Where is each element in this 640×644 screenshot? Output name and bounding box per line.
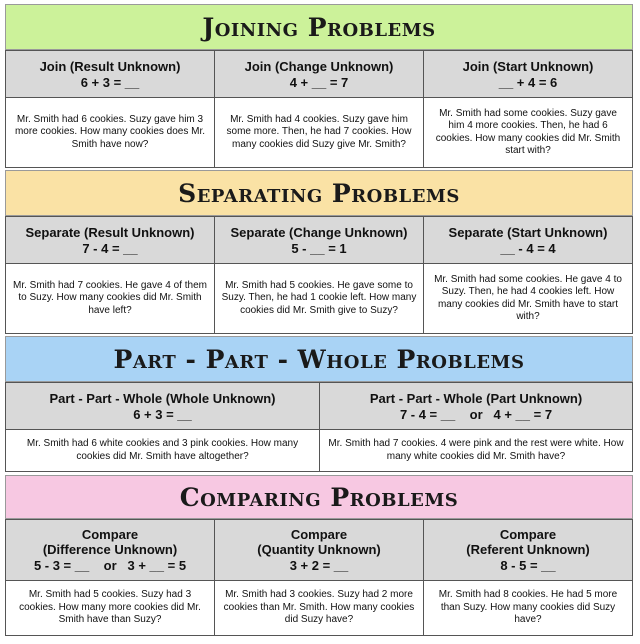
- comparing-header-row: [6, 520, 633, 581]
- column-label: Join (Start Unknown): [462, 58, 594, 74]
- part-whole-title: Part - Part - Whole Problems: [5, 336, 633, 382]
- part-whole-table: [5, 382, 633, 472]
- equation: 7 - 4 = __: [82, 240, 138, 256]
- story-text: Mr. Smith had some cookies. Suzy gave him 4 more cookies. Then, he had 6 cookies. How many cookies did Mr. Smith start with?: [435, 107, 621, 156]
- whole-unknown-story: [6, 430, 320, 472]
- equation: 5 - 3 = __ or 3 + __ = 5: [33, 558, 187, 573]
- column-label: Part - Part - Whole (Part Unknown): [369, 390, 583, 406]
- column-label: Join (Result Unknown): [39, 58, 181, 74]
- equation: __ - 4 = 4: [500, 240, 556, 256]
- joining-title: Joining Problems: [5, 4, 633, 50]
- story-text: Mr. Smith had 6 cookies. Suzy gave him 3 more cookies. How many cookies does Mr. Smith have now?: [14, 113, 206, 150]
- equation: 7 - 4 = __ or 4 + __ = 7: [399, 406, 553, 422]
- story-text: Mr. Smith had 5 cookies. Suzy had 3 cookies. How many more cookies did Mr. Smith have than Suzy?: [19, 589, 201, 626]
- equation: 5 - __ = 1: [291, 240, 347, 256]
- story-text: Mr. Smith had 7 cookies. 4 were pink and the rest were white. How many white cookies did Mr. Smith have?: [328, 438, 624, 462]
- column-label: Part - Part - Whole (Whole Unknown): [49, 390, 276, 406]
- compare-difference-unknown-story: [6, 581, 215, 636]
- story-text: Mr. Smith had 3 cookies. Suzy had 2 more cookies than Mr. Smith. How many cookies did Suzy have?: [223, 589, 415, 626]
- separate-change-unknown-story: [215, 264, 424, 334]
- story-text: Mr. Smith had 5 cookies. He gave some to Suzy. Then, he had 1 cookie left. How many cookies did Mr. Smith give to Suzy?: [221, 279, 417, 316]
- column-sublabel: (Referent Unknown): [466, 542, 590, 557]
- comparing-title: Comparing Problems: [5, 475, 633, 519]
- joining-header-row: [6, 51, 633, 98]
- join-change-unknown-story: [215, 98, 424, 168]
- story-text: Mr. Smith had 8 cookies. He had 5 more than Suzy. How many cookies did Suzy have?: [438, 589, 618, 626]
- comparing-story-row: [6, 581, 633, 636]
- column-label: Separate (Change Unknown): [230, 224, 408, 240]
- joining-story-row: [6, 98, 633, 168]
- join-start-unknown-header: [424, 51, 633, 98]
- column-label: Join (Change Unknown): [244, 58, 394, 74]
- part-unknown-header: [320, 383, 633, 430]
- equation: 6 + 3 = __: [80, 74, 140, 90]
- whole-unknown-header: [6, 383, 320, 430]
- equation: 6 + 3 = __: [133, 406, 192, 422]
- separate-start-unknown-header: [424, 217, 633, 264]
- equation: __ + 4 = 6: [498, 74, 558, 90]
- story-text: Mr. Smith had 7 cookies. He gave 4 of them to Suzy. How many cookies did Mr. Smith have left?: [13, 279, 207, 316]
- story-text: Mr. Smith had some cookies. He gave 4 to Suzy. Then, he had 4 cookies left. How many cookies did Mr. Smith have to start with?: [434, 273, 622, 322]
- column-label: Separate (Result Unknown): [25, 224, 195, 240]
- separate-result-unknown-header: [6, 217, 215, 264]
- column-sublabel: (Difference Unknown): [42, 542, 178, 557]
- part-whole-story-row: [6, 430, 633, 472]
- column-label: Compare: [499, 527, 557, 542]
- column-label: Compare: [290, 527, 348, 542]
- story-text: Mr. Smith had 4 cookies. Suzy gave him some more. Then, he had 7 cookies. How many cookies did Suzy give Mr. Smith?: [226, 113, 412, 150]
- join-start-unknown-story: [424, 98, 633, 168]
- separating-story-row: [6, 264, 633, 334]
- joining-table: [5, 50, 633, 168]
- join-result-unknown-header: [6, 51, 215, 98]
- column-label: Separate (Start Unknown): [448, 224, 608, 240]
- compare-referent-unknown-story: [424, 581, 633, 636]
- compare-difference-unknown-header: [6, 520, 215, 581]
- separating-table: [5, 216, 633, 334]
- comparing-table: [5, 519, 633, 636]
- compare-referent-unknown-header: [424, 520, 633, 581]
- story-text: Mr. Smith had 6 white cookies and 3 pink cookies. How many cookies did Mr. Smith have altogether?: [26, 438, 299, 462]
- separating-header-row: [6, 217, 633, 264]
- separate-start-unknown-story: [424, 264, 633, 334]
- join-change-unknown-header: [215, 51, 424, 98]
- equation: 3 + 2 = __: [289, 558, 349, 573]
- column-sublabel: (Quantity Unknown): [257, 542, 381, 557]
- part-unknown-story: [320, 430, 633, 472]
- equation: 4 + __ = 7: [289, 74, 349, 90]
- compare-quantity-unknown-header: [215, 520, 424, 581]
- join-result-unknown-story: [6, 98, 215, 168]
- separate-result-unknown-story: [6, 264, 215, 334]
- compare-quantity-unknown-story: [215, 581, 424, 636]
- part-whole-header-row: [6, 383, 633, 430]
- separating-title: Separating Problems: [5, 170, 633, 216]
- separate-change-unknown-header: [215, 217, 424, 264]
- column-label: Compare: [81, 527, 139, 542]
- equation: 8 - 5 = __: [500, 558, 556, 573]
